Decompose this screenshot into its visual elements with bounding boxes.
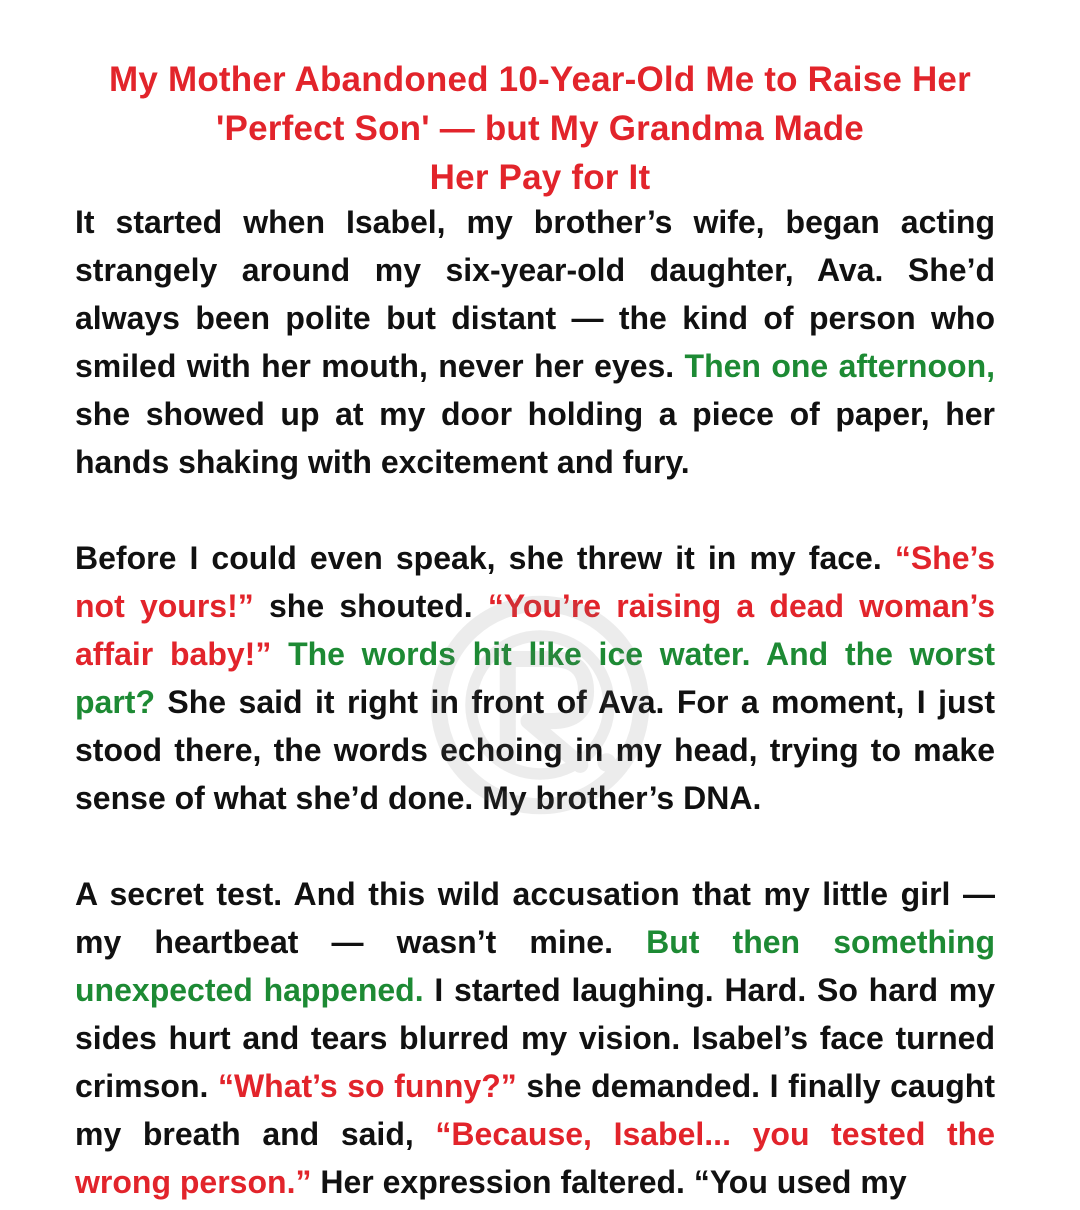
body-text: A secret test. And this wild accusation that my little girl — my heartbeat — wasn’t mine. (75, 876, 995, 960)
body-text: It started when Isabel, my brother’s wife, began acting strangely around my six-year-old daughter, Ava. She’d always been polite but distant — the kind of person who smiled with her mouth, never her eyes. (75, 204, 995, 384)
title-line-1: My Mother Abandoned 10-Year-Old Me to Raise Her (109, 60, 971, 100)
red-highlight-text: “You’re raising a dead woman’s affair baby!” (75, 588, 996, 672)
story-body (75, 198, 995, 1206)
body-text: Her expression faltered. “You used my (311, 1164, 907, 1200)
body-text: she demanded. I finally caught my breath and said, (75, 1068, 995, 1152)
story-paragraph-2 (75, 534, 995, 822)
red-highlight-text: “What’s so funny?” (217, 1068, 517, 1104)
green-highlight-text: The words hit like ice water. And the worst part? (75, 636, 996, 720)
story-paragraph-1 (75, 198, 995, 486)
body-text: she shouted. (253, 588, 488, 624)
red-highlight-text: “Because, Isabel... you tested the wrong person.” (75, 1116, 996, 1200)
story-title (60, 55, 1020, 202)
green-highlight-text: But then something unexpected happened. (75, 924, 996, 1008)
body-text: she showed up at my door holding a piece of paper, her hands shaking with excitement and fury. (75, 396, 995, 480)
body-text: Before I could even speak, she threw it in my face. (75, 540, 895, 576)
body-text (271, 636, 288, 672)
title-line-3: Her Pay for It (429, 158, 651, 198)
red-highlight-text: “She’s not yours!” (75, 540, 995, 624)
title-line-2: 'Perfect Son' — but My Grandma Made (216, 109, 864, 149)
story-paragraph-3 (75, 870, 995, 1206)
body-text: I started laughing. Hard. So hard my sides hurt and tears blurred my vision. Isabel’s face turned crimson. (75, 972, 996, 1104)
body-text: She said it right in front of Ava. For a moment, I just stood there, the words echoing in my head, trying to make sense of what she’d done. My brother’s DNA. (75, 684, 995, 816)
green-highlight-text: Then one afternoon, (684, 348, 996, 384)
